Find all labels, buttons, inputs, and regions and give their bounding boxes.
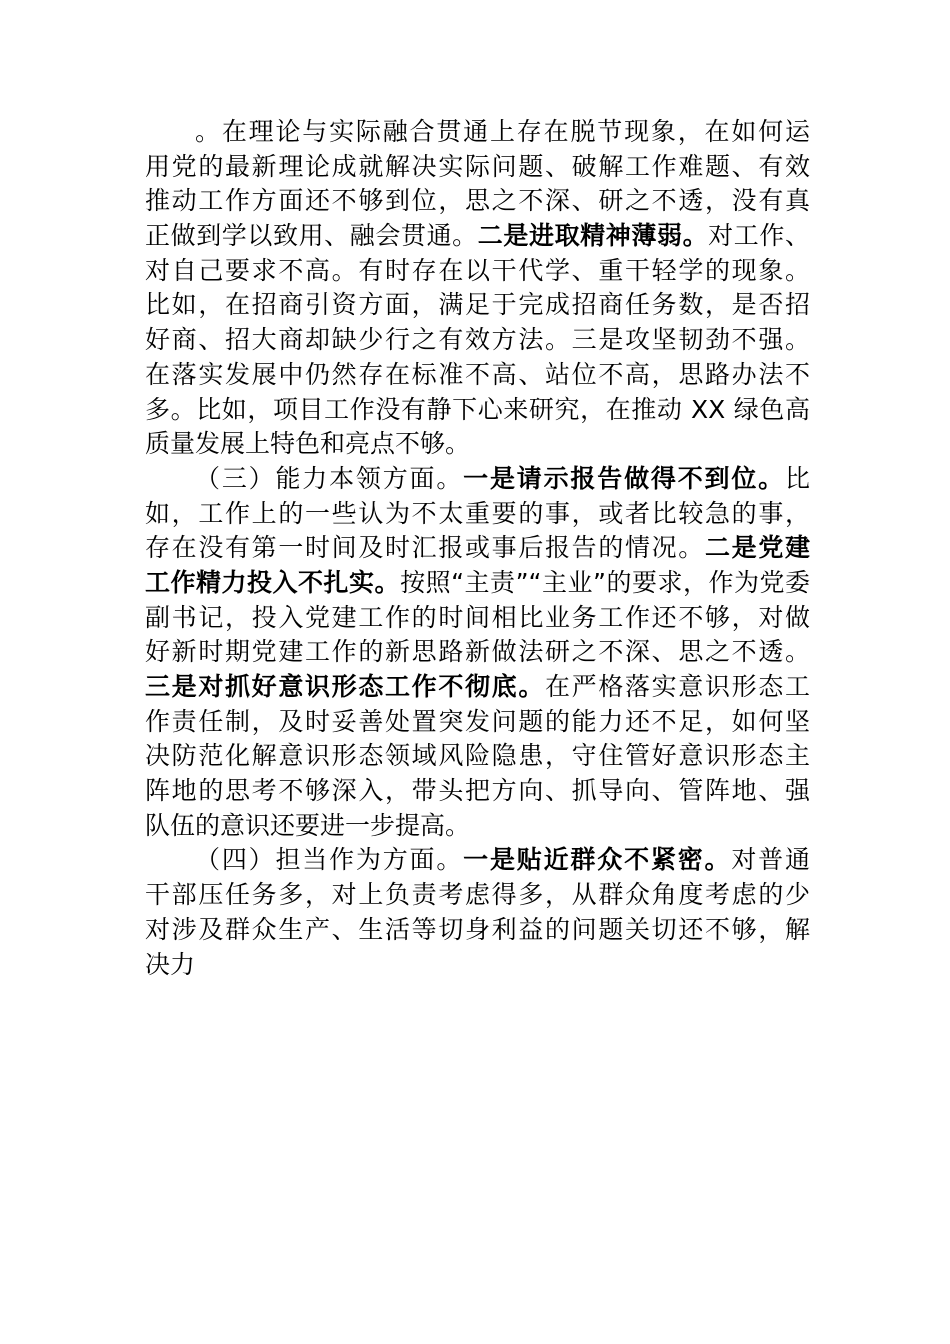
body-text-segment: 对普通	[731, 845, 810, 875]
body-text-segment: 用党的最新理论成就解决实际问题、破解工作难题、有效	[145, 151, 810, 181]
body-text-segment: 质量发展上特色和亮点不够。	[145, 429, 471, 459]
text-line	[145, 705, 810, 740]
body-text-segment: 决力	[145, 949, 196, 979]
text-line	[145, 462, 810, 497]
body-text-segment: 阵地的思考不够深入，带头把方向、抓导向、管阵地、强	[145, 776, 810, 806]
text-line	[145, 531, 810, 566]
text-line	[145, 774, 810, 809]
body-text-segment: 正做到学以致用、融会贯通。	[145, 221, 478, 251]
text-line	[145, 358, 810, 393]
text-line	[145, 184, 810, 219]
body-text-segment: 队伍的意识还要进一步提高。	[145, 810, 471, 840]
body-text-segment: 好新时期党建工作的新思路新做法研之不深、思之不透。	[145, 637, 810, 667]
text-line	[145, 115, 810, 150]
body-text-segment: 在严格落实意识形态工	[544, 672, 810, 701]
body-text-segment: 对涉及群众生产、生活等切身利益的问题关切还不够，解	[145, 914, 810, 944]
text-line	[145, 150, 810, 185]
body-text-segment: 干部压任务多，对上负责考虑得多，从群众角度考虑的少	[145, 880, 810, 910]
bold-heading-text: 三是对抓好意识形态工作不彻底。	[145, 672, 545, 701]
text-line	[145, 254, 810, 289]
text-line	[145, 393, 810, 428]
text-line	[145, 497, 810, 532]
body-text-segment: 对自己要求不高。有时存在以干代学、重干轻学的现象。	[145, 255, 810, 285]
text-line	[145, 843, 810, 878]
body-text-segment: 副书记，投入党建工作的时间相比业务工作还不够，对做	[145, 602, 810, 632]
body-text-segment: 作责任制，及时妥善处置突发问题的能力还不足，如何坚	[145, 706, 810, 736]
body-text-segment: 比	[784, 463, 810, 493]
text-line	[145, 566, 810, 601]
text-line	[145, 323, 810, 358]
body-text-segment: 。在理论与实际融合贯通上存在脱节现象，在如何运	[195, 117, 810, 146]
body-text-segment: 对工作、	[708, 221, 810, 251]
text-line	[145, 809, 810, 844]
body-text-segment: （四）担当作为方面。	[195, 845, 464, 875]
body-text-segment: 比如，在招商引资方面，满足于完成招商任务数，是否招	[145, 290, 810, 320]
text-line	[145, 913, 810, 948]
text-line	[145, 635, 810, 670]
text-line	[145, 670, 810, 705]
body-text-segment: 好商、招大商却缺少行之有效方法。三是攻坚韧劲不强。	[145, 325, 810, 355]
body-text-segment: 决防范化解意识形态领域风险隐患，守住管好意识形态主	[145, 741, 810, 771]
bold-heading-text: 二是进取精神薄弱。	[477, 221, 709, 251]
text-line	[145, 739, 810, 774]
body-text-segment: 存在没有第一时间及时汇报或事后报告的情况。	[145, 533, 705, 563]
text-line	[145, 219, 810, 254]
body-text-segment: 多。比如，项目工作没有静下心来研究，在推动 XX 绿色高	[145, 394, 810, 424]
body-text	[145, 115, 810, 982]
text-line	[145, 427, 810, 462]
body-text-segment: 推动工作方面还不够到位，思之不深、研之不透，没有真	[145, 186, 810, 216]
bold-heading-text: 一是贴近群众不紧密。	[463, 845, 732, 875]
body-text-segment: 如，工作上的一些认为不太重要的事，或者比较急的事，	[145, 498, 810, 528]
body-text-segment: 按照“主责”“主业”的要求，作为党委	[400, 567, 810, 597]
body-text-segment: 在落实发展中仍然存在标准不高、站位不高，思路办法不	[145, 359, 810, 389]
text-line	[145, 601, 810, 636]
text-line	[145, 288, 810, 323]
bold-heading-text: 一是请示报告做得不到位。	[463, 463, 785, 493]
bold-heading-text: 二是党建	[704, 533, 810, 563]
text-line	[145, 948, 810, 983]
body-text-segment: （三）能力本领方面。	[195, 463, 464, 493]
bold-heading-text: 工作精力投入不扎实。	[145, 567, 401, 597]
text-line	[145, 878, 810, 913]
